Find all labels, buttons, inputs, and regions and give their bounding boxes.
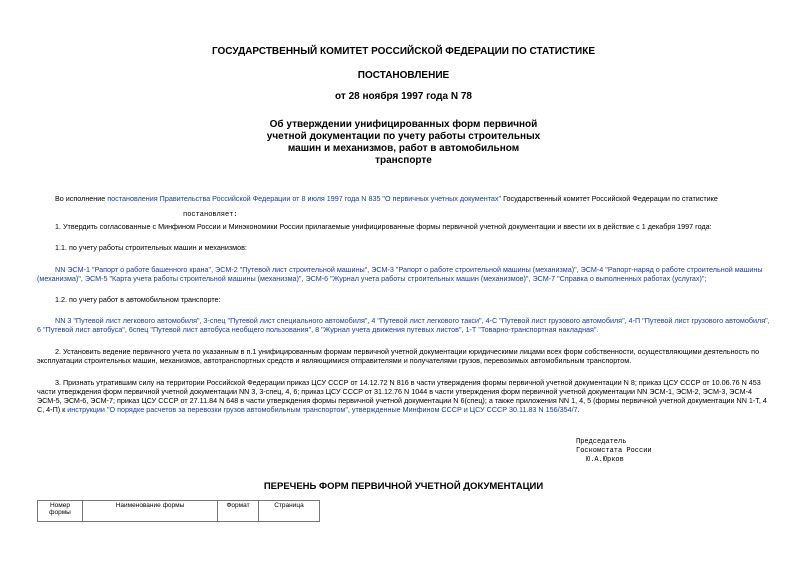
item-1-2-forms-link[interactable]: [55, 316, 770, 325]
item-1-2-forms-link-cont[interactable]: [37, 325, 599, 334]
title-line: Об утверждении унифицированных форм первичной: [269, 119, 538, 130]
agency-name: ГОСУДАРСТВЕННЫЙ КОМИТЕТ РОССИЙСКОЙ ФЕДЕРАЦИИ ПО СТАТИСТИКЕ: [211, 46, 596, 57]
line4-suffix: .: [577, 405, 580, 414]
forms-line[interactable]: (механизма)", ЭСМ-5 "Карта учета работы строительной машины (механизма)", ЭСМ-6 "Журнал учета работы строительных машин (механизмов)", ЭСМ-7 "Справка о выполненных работах (услугах)";: [37, 274, 707, 283]
item-2-line1: 2. Установить ведение первичного учета по указанным в п.1 унифицированным формам первичной учетной документации юридическими лицами всех форм собственности, осуществляющими деятельность по: [55, 347, 760, 356]
table-header-row: [38, 501, 320, 522]
signature-title: Председатель: [576, 438, 627, 446]
intro-prefix: Во исполнение: [55, 194, 108, 203]
item-1-1-forms-link[interactable]: [55, 265, 763, 274]
item-1-2: 1.2. по учету работ в автомобильном транспорте:: [55, 295, 221, 304]
item-3-line1: 3. Признать утратившим силу на территории Российской Федерации приказ ЦСУ СССР от 14.12.72 N 816 в части утверждения формы первичной учетной документации N 8; приказ ЦСУ СССР от 10.06.76 N 453: [55, 378, 761, 387]
title-line: машин и механизмов, работ в автомобильном: [287, 143, 520, 154]
government-decree-link[interactable]: постановления Правительства Российской Федерации от 8 июля 1997 года N 835 "О первичных учетных документах": [107, 194, 502, 203]
header-form-name: Наименование формы: [83, 501, 218, 522]
header-page: Страница: [259, 501, 320, 522]
title-line: учетной документации по учету работы строительных: [266, 131, 541, 142]
forms-line[interactable]: 6 "Путевой лист автобуса", 6спец "Путевой лист автобуса необщего пользования", 8 "Журнал учета движения путевых листов", 1-Т "Товарно-транспортная накладная".: [37, 325, 599, 334]
instruction-link[interactable]: инструкции "О порядке расчетов за перевозки грузов автомобильным транспортом", утвержденные Минфином СССР и ЦСУ СССР 30.11.83 N 156/354/7: [67, 405, 578, 414]
signature-block: [576, 438, 652, 465]
decrees-word: постановляет:: [183, 211, 238, 219]
title-line: транспорте: [375, 155, 432, 166]
item-1: 1. Утвердить согласованные с Минфином России и Минэкономики России прилагаемые унифицированные формы первичной учетной документации и ввести их в действие с 1 декабря 1997 года:: [55, 222, 712, 231]
intro-suffix: Государственный комитет Российской Федерации по статистике: [501, 194, 718, 203]
forms-line[interactable]: NN 3 "Путевой лист легкового автомобиля", 3-спец "Путевой лист специального автомобиля", 4 "Путевой лист легкового такси", 4-С "Путевой лист грузового автомобиля", 4-П "Путевой лист грузового автомобиля",: [55, 316, 770, 325]
signature-org: Госкомстата России: [576, 447, 652, 455]
item-1-1: 1.1. по учету работы строительных машин и механизмов:: [55, 243, 247, 252]
item-1-1-forms-link-cont[interactable]: [37, 274, 706, 283]
line4-prefix: С, 4-П) к: [37, 405, 68, 414]
doc-type: ПОСТАНОВЛЕНИЕ: [357, 70, 450, 81]
forms-list-title: ПЕРЕЧЕНЬ ФОРМ ПЕРВИЧНОЙ УЧЕТНОЙ ДОКУМЕНТАЦИИ: [263, 481, 544, 492]
doc-date: от 28 ноября 1997 года N 78: [335, 91, 472, 102]
doc-title: [0, 119, 807, 167]
item-3-line4: [37, 405, 580, 414]
header-form-number: Номер формы: [38, 501, 83, 522]
forms-table: [37, 500, 320, 522]
forms-line[interactable]: NN ЭСМ-1 "Рапорт о работе башенного крана", ЭСМ-2 "Путевой лист строительной машины", ЭСМ-3 "Рапорт о работе строительной машины (механизма)", ЭСМ-4 "Рапорт-наряд о работе строительной машины: [55, 265, 763, 274]
item-3-line3: ЭСМ-5, ЭСМ-6, ЭСМ-7; приказ ЦСУ СССР от 27.11.84 N 648 в части утверждения формы первичной учетной документации N 6(спец); а также приложения NN 1, 4, 5 (формы первичной учетной документации NN 1-Т, 4: [37, 396, 767, 405]
header-format: Формат: [218, 501, 259, 522]
item-2-line2: эксплуатации строительных машин, механизмов, автотранспортных средств и являющимися отправителями и получателями грузов, перевозимых автомобильным транспортом.: [37, 356, 632, 365]
item-3-line2: части утверждения форм первичной учетной документации NN 3, 3-спец, 4, 6; приказ ЦСУ СССР от 31.12.76 N 1044 в части утверждения форм первичной учетной документации NN ЭСМ-1, ЭСМ-2, ЭСМ-3, ЭСМ-4: [37, 387, 752, 396]
signature-name: Ю.А.Юрков: [586, 456, 624, 464]
intro-paragraph: [55, 194, 718, 203]
